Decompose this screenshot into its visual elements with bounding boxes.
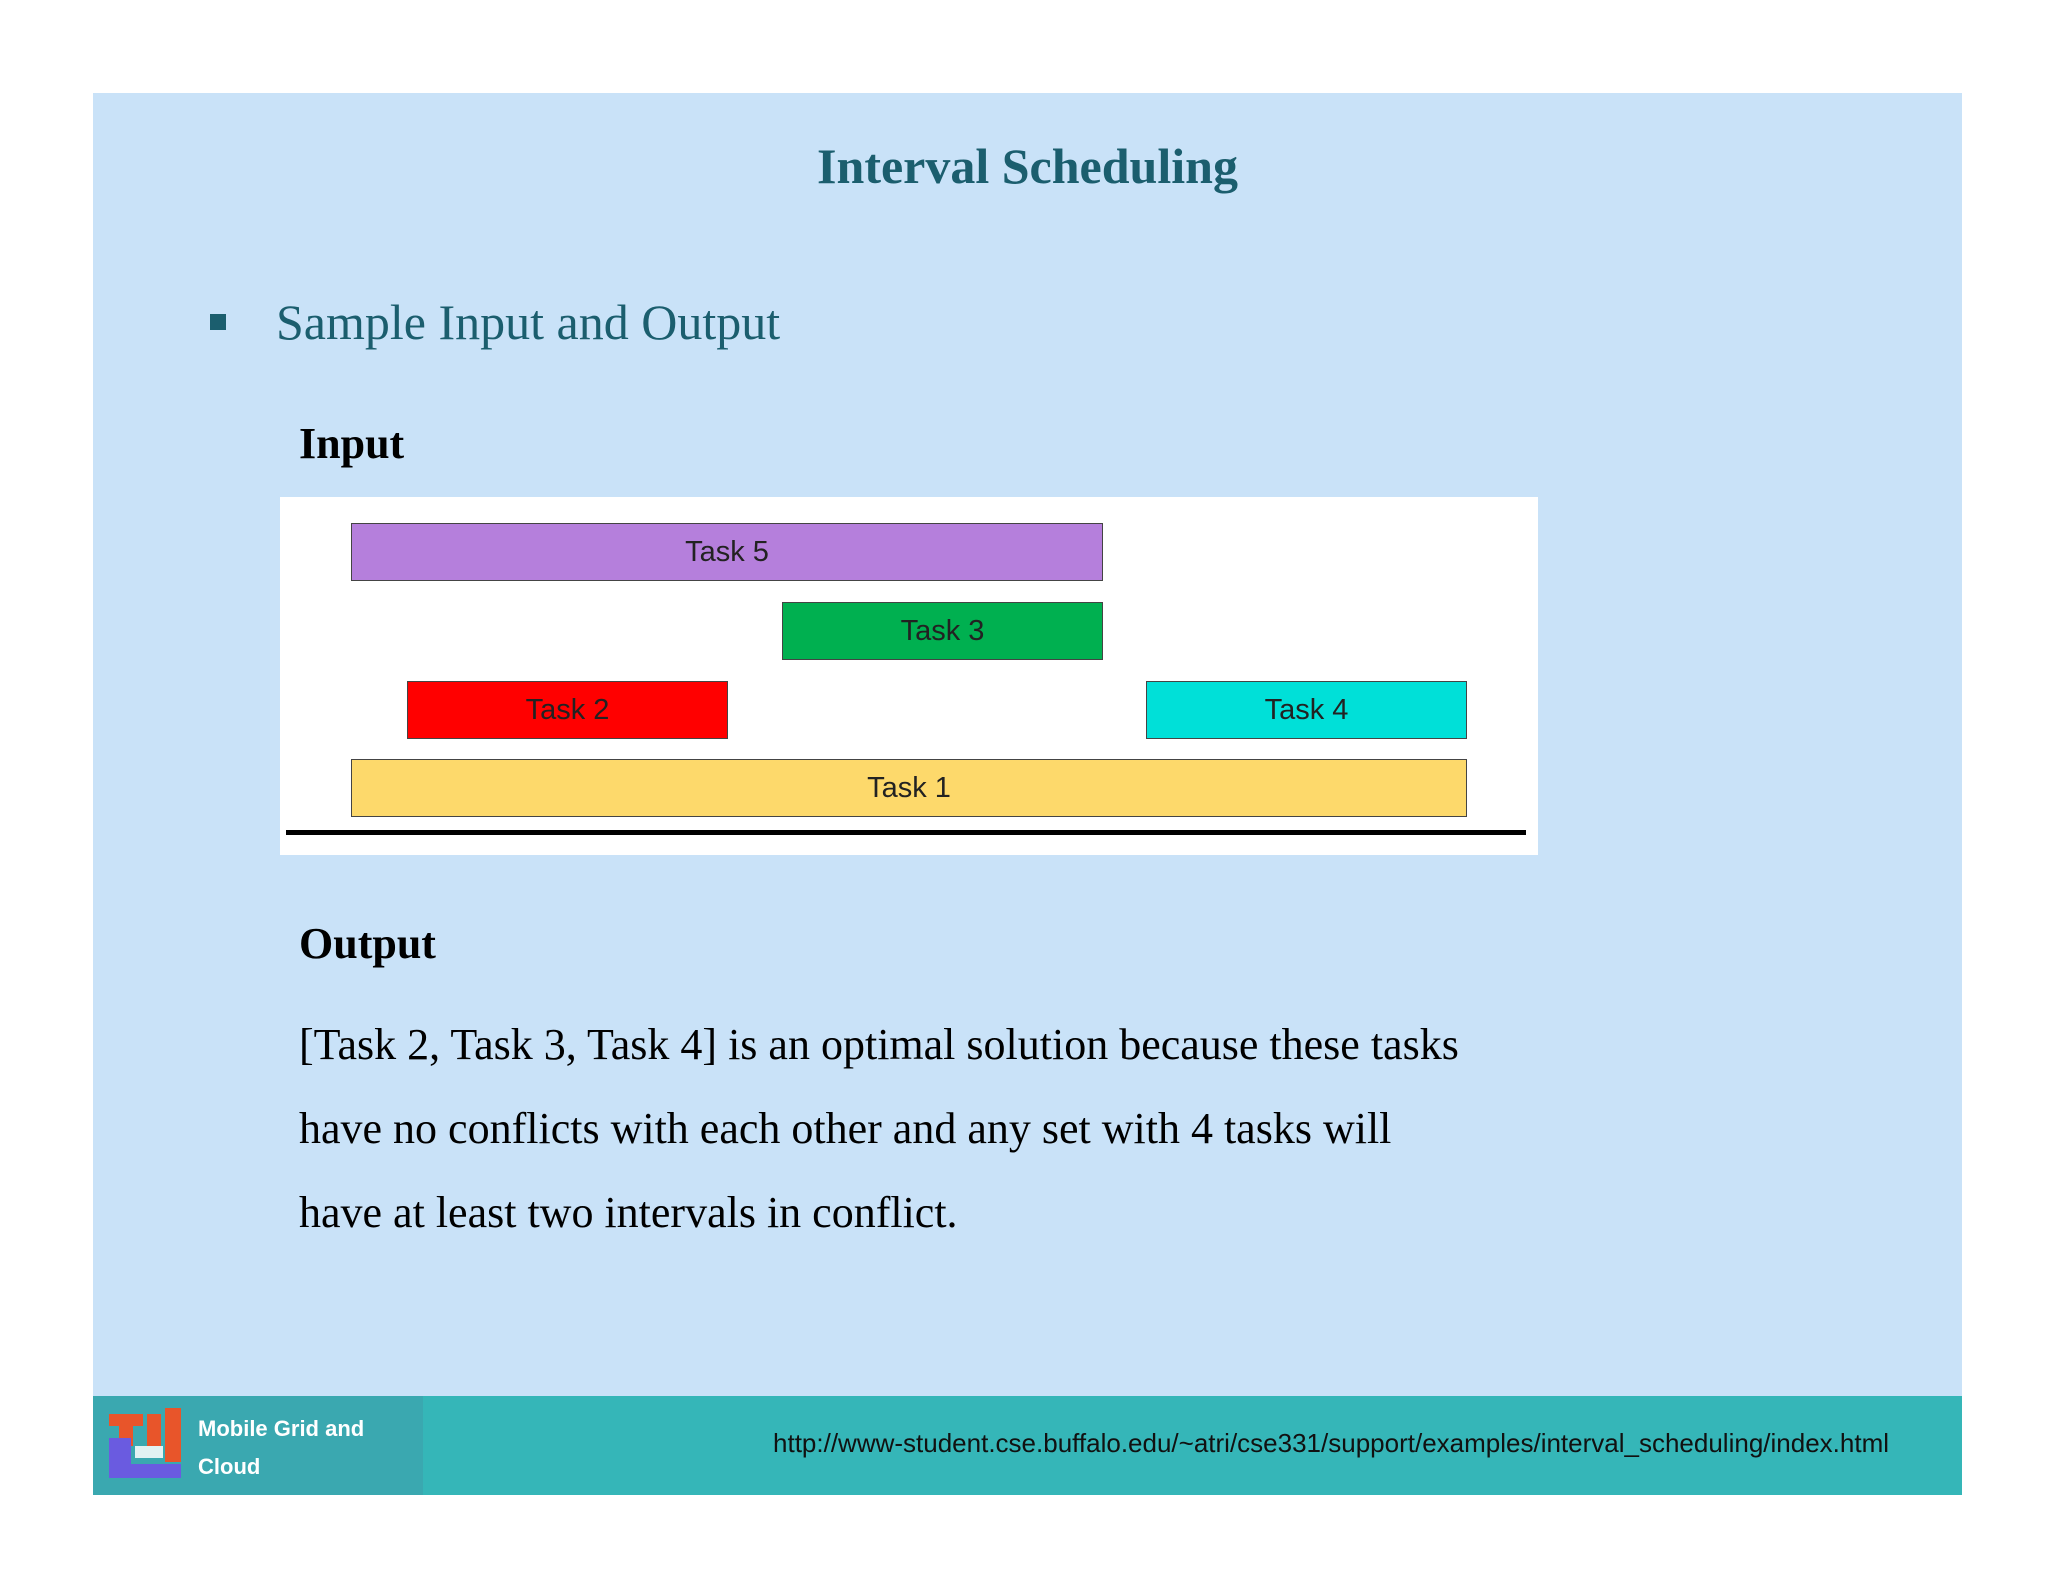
lab-logo-icon [107,1406,197,1486]
lab-logo-text [198,1410,423,1562]
input-heading: Input [299,419,405,468]
slide [93,93,1962,1555]
lab-name-line1: Mobile Grid and Cloud [198,1416,365,1479]
task-5-bar: Task 5 [351,523,1103,581]
bullet-square-icon [210,314,226,330]
output-line: [Task 2, Task 3, Task 4] is an optimal solution because these tasks [299,1020,1459,1069]
output-paragraph [299,1003,1599,1255]
task-4-bar: Task 4 [1146,681,1467,739]
bullet-text: Sample Input and Output [276,294,781,350]
task-1-bar: Task 1 [351,759,1467,817]
source-url[interactable]: http://www-student.cse.buffalo.edu/~atri/cse331/support/examples/interval_scheduling/index.html [773,1428,1889,1458]
slide-title: Interval Scheduling [817,138,1238,194]
output-heading: Output [299,919,436,968]
footer-bar [93,1396,1962,1555]
output-line: have no conflicts with each other and any set with 4 tasks will [299,1104,1392,1153]
output-line: have at least two intervals in conflict. [299,1188,958,1237]
timeline-axis [286,830,1526,835]
task-3-bar: Task 3 [782,602,1103,660]
interval-diagram [280,497,1538,855]
task-2-bar: Task 2 [407,681,728,739]
lab-logo [93,1396,423,1555]
bullet-item [210,293,780,351]
lab-name-line2: Computing Laboratory [198,1492,315,1555]
